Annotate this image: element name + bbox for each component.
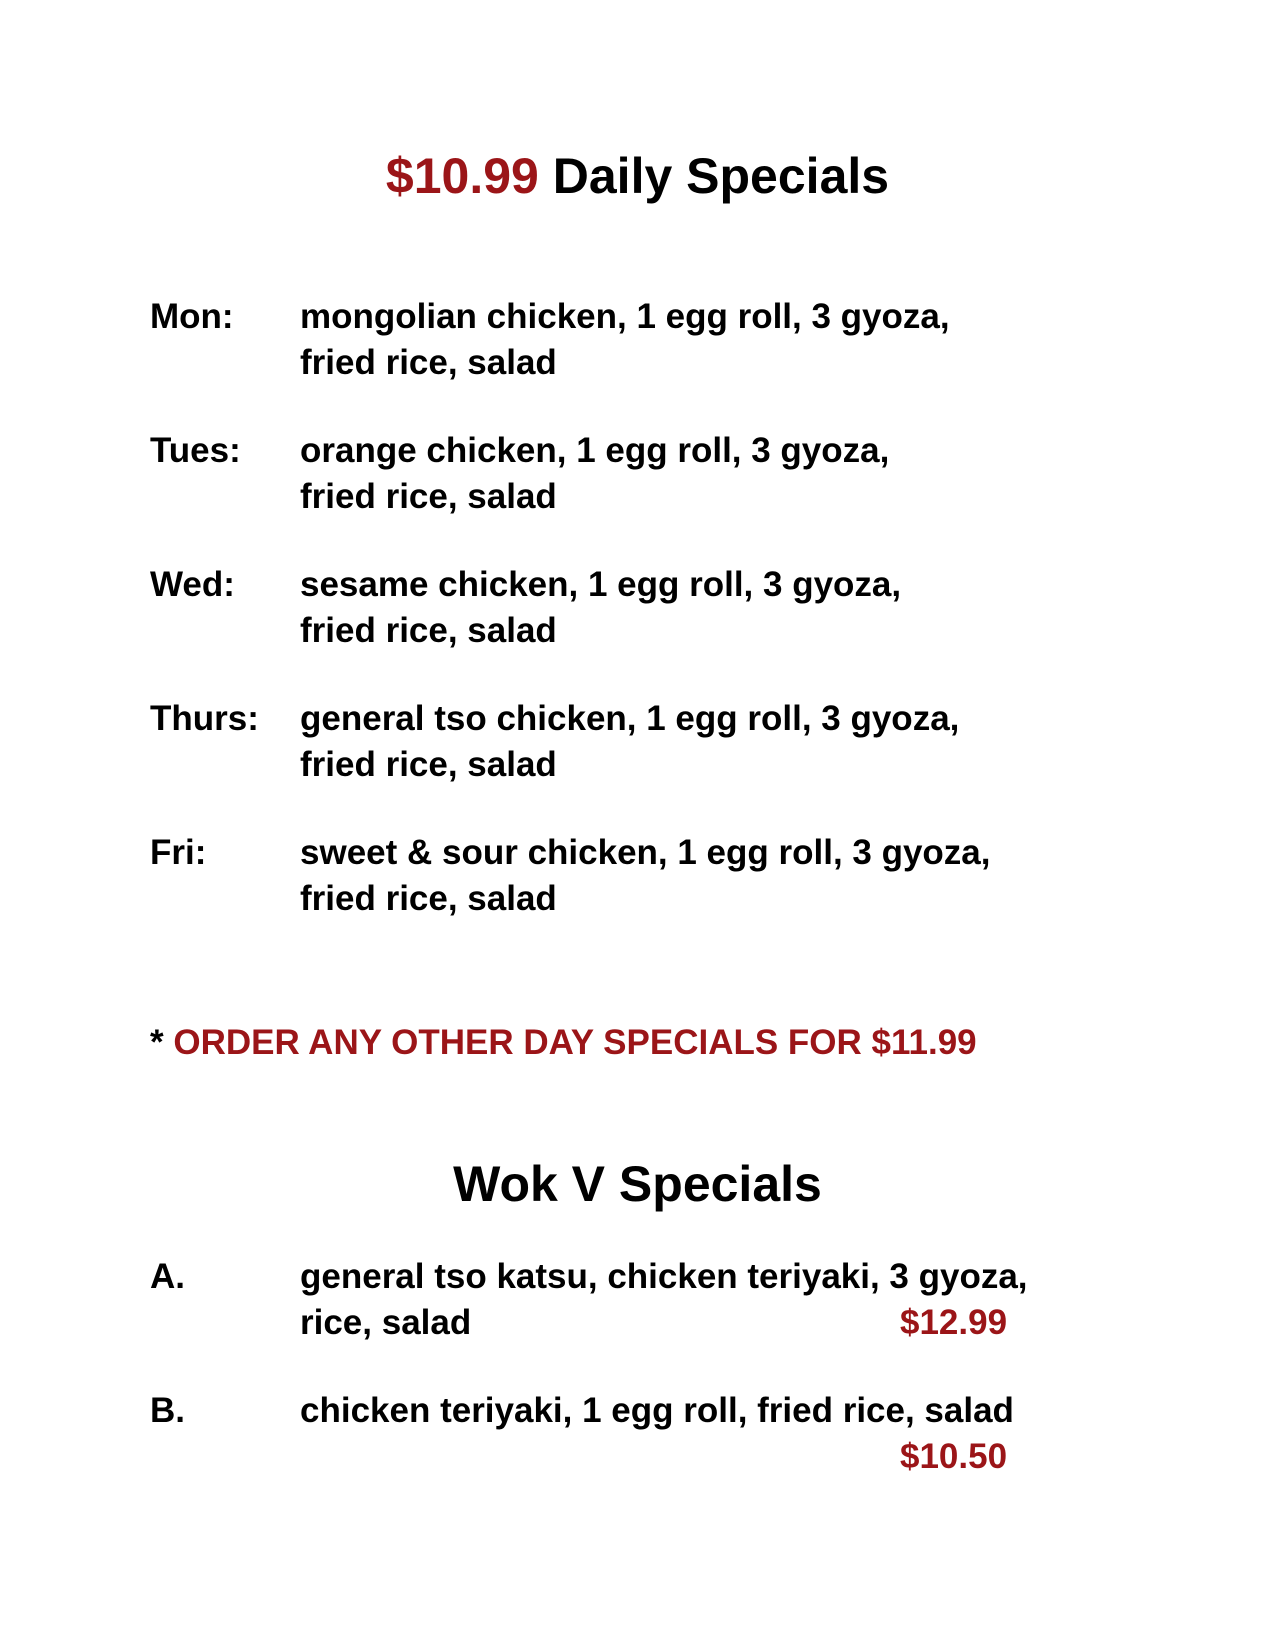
item-desc-line2: fried rice, salad (300, 611, 557, 650)
day-label: Mon: (150, 297, 234, 336)
day-label: Fri: (150, 833, 207, 872)
day-label: Thurs: (150, 699, 259, 738)
daily-title-text: Daily Specials (552, 148, 890, 204)
day-label: Tues: (150, 431, 241, 470)
item-label: B. (150, 1391, 185, 1430)
item-desc-line2: fried rice, salad (300, 477, 557, 516)
daily-price: $10.99 (385, 148, 539, 204)
note-text: ORDER ANY OTHER DAY SPECIALS FOR $11.99 (173, 1023, 977, 1062)
daily-specials-title (0, 148, 1275, 204)
day-label: Wed: (150, 565, 235, 604)
item-desc-line1: orange chicken, 1 egg roll, 3 gyoza, (300, 431, 890, 470)
wok-specials-title: Wok V Specials (453, 1156, 822, 1212)
item-label: A. (150, 1257, 185, 1296)
item-desc-line2: fried rice, salad (300, 745, 557, 784)
item-desc-line1: general tso katsu, chicken teriyaki, 3 gyoza, (300, 1257, 1028, 1296)
item-price: $12.99 (900, 1303, 1008, 1342)
item-price: $10.50 (900, 1437, 1008, 1476)
item-desc-line2: fried rice, salad (300, 343, 557, 382)
order-note (150, 1020, 977, 1066)
item-desc-line1: mongolian chicken, 1 egg roll, 3 gyoza, (300, 297, 950, 336)
item-desc-line2: fried rice, salad (300, 879, 557, 918)
item-desc-line2: rice, salad (300, 1303, 472, 1342)
item-desc-line1: sesame chicken, 1 egg roll, 3 gyoza, (300, 565, 902, 604)
item-desc-line1: sweet & sour chicken, 1 egg roll, 3 gyoza, (300, 833, 991, 872)
note-asterisk: * (150, 1023, 164, 1062)
item-desc-line1: chicken teriyaki, 1 egg roll, fried rice, salad (300, 1391, 1014, 1430)
item-desc-line1: general tso chicken, 1 egg roll, 3 gyoza, (300, 699, 960, 738)
